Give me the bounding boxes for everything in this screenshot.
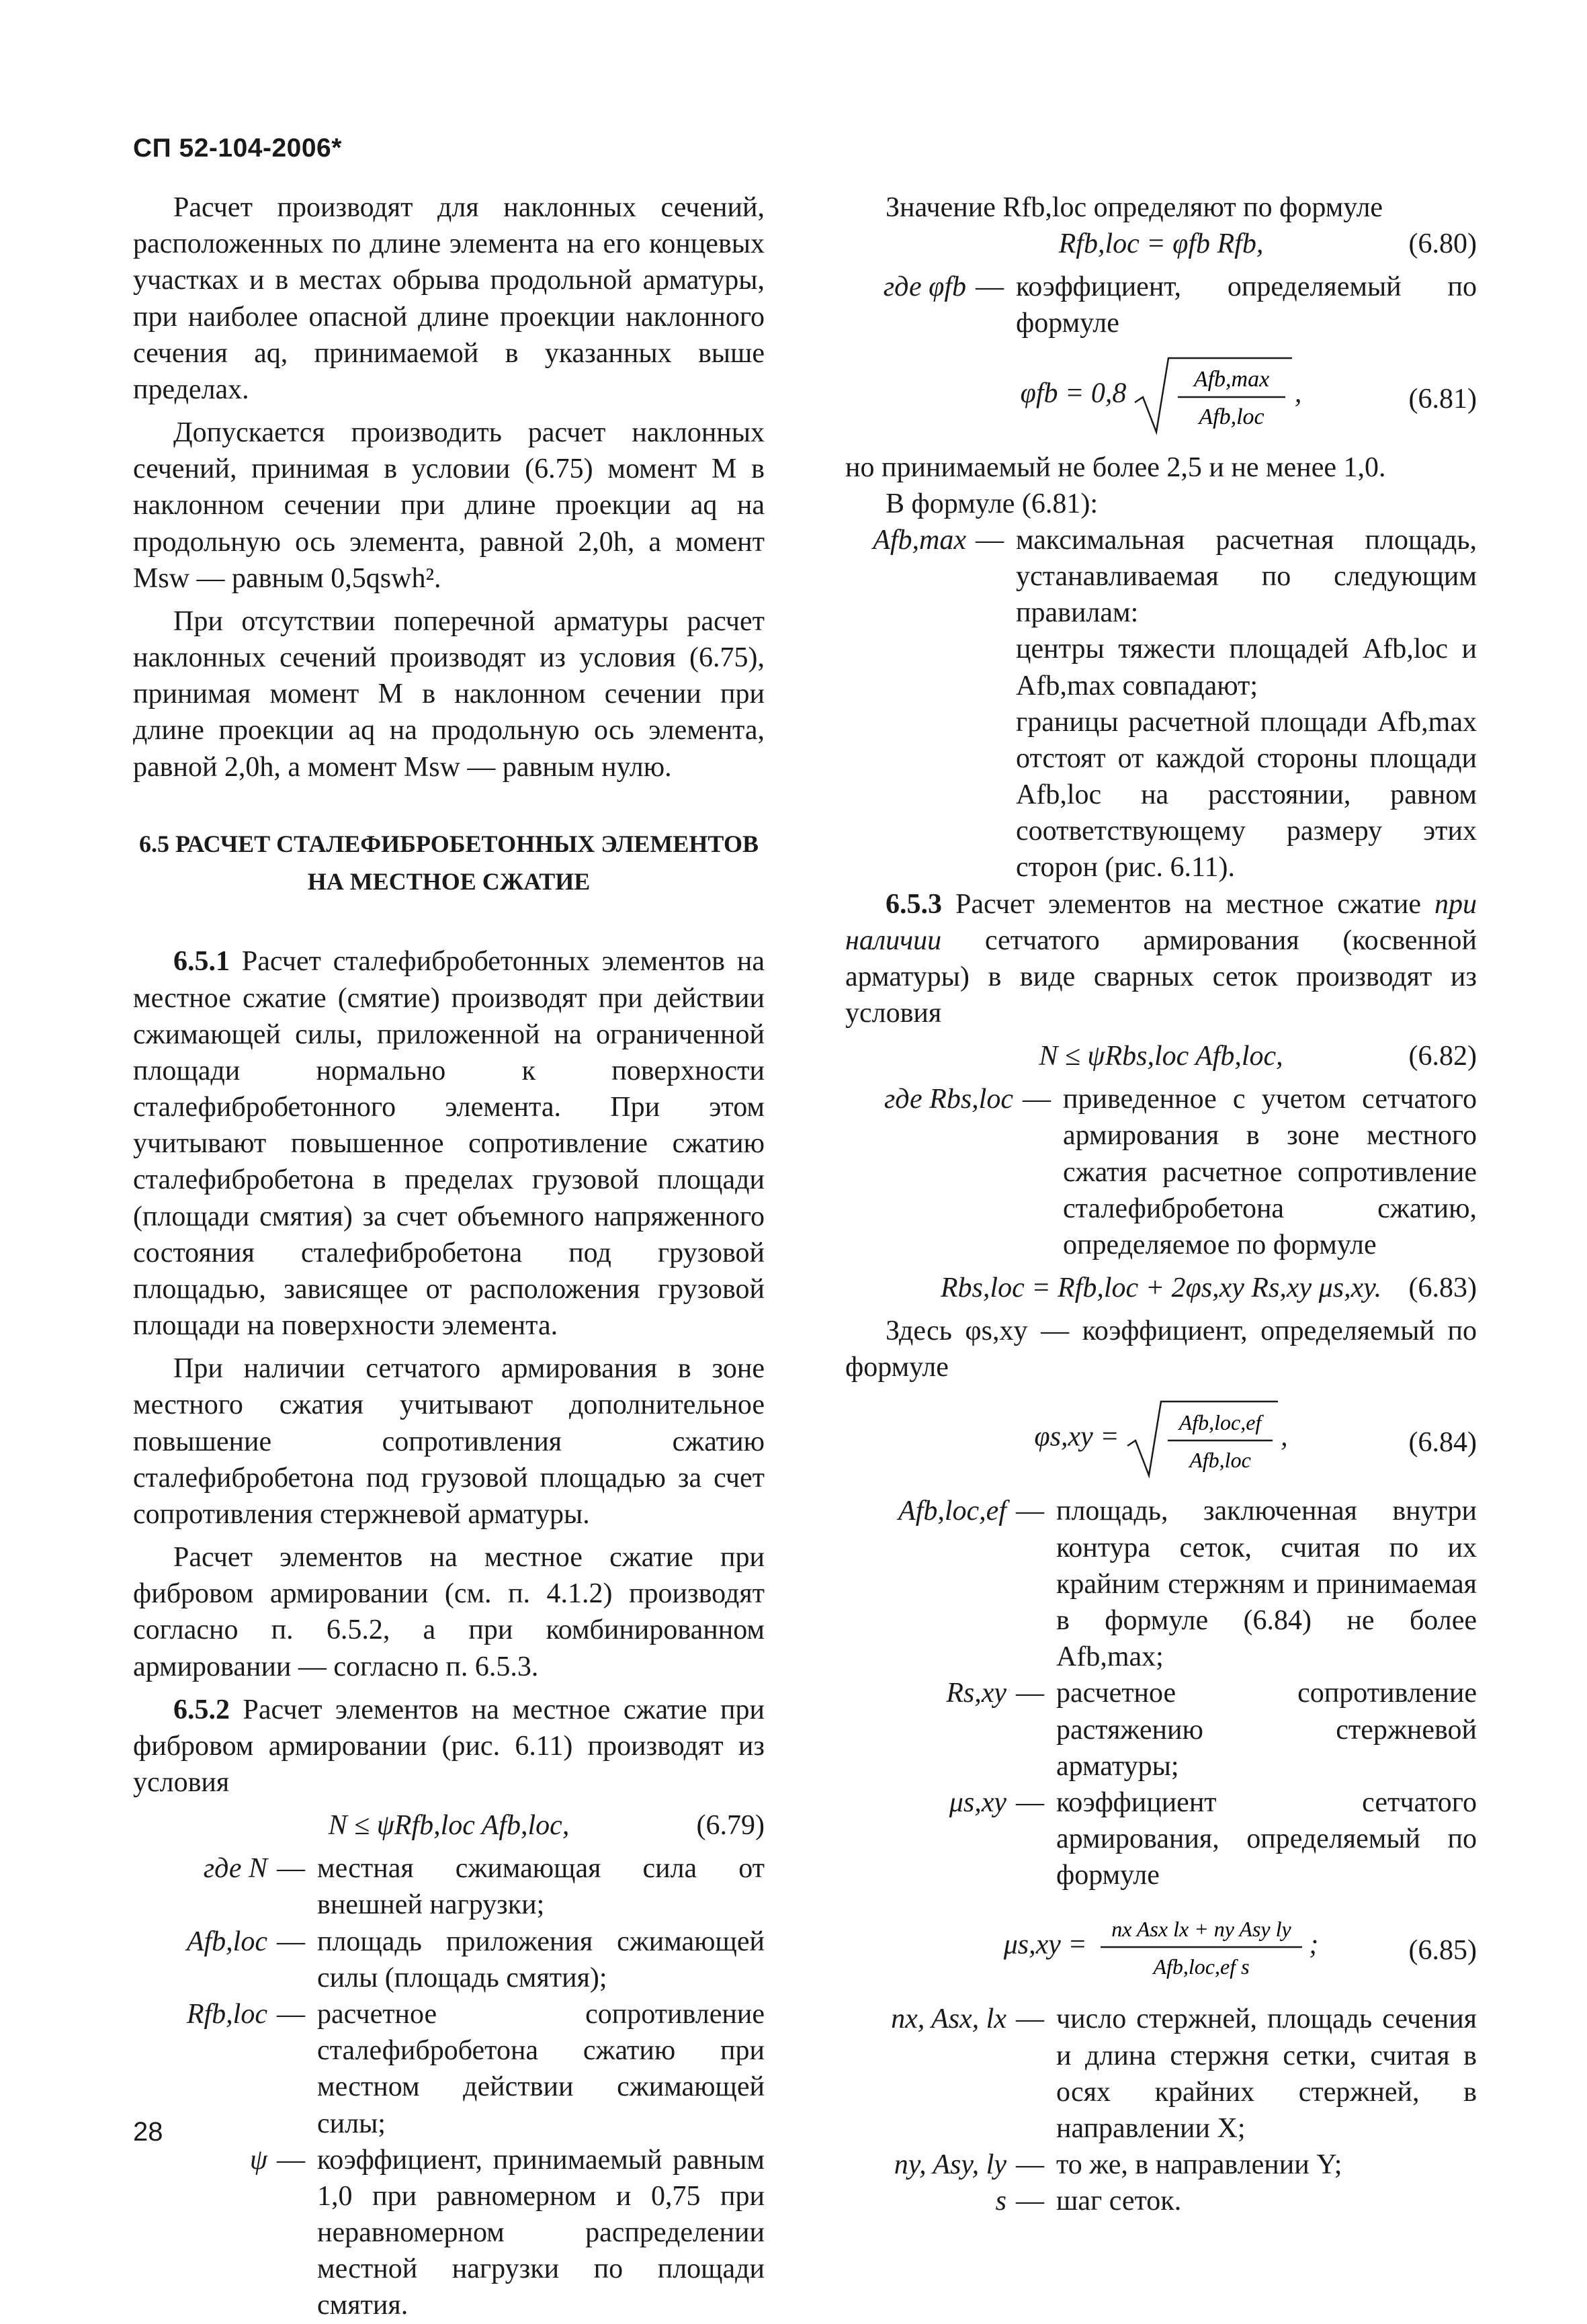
definition-item: Afb,max — максимальная расчетная площадь, устанавливаемая по следующим правилам: центры тяжести площадей Afb,loc и Afb,max совпадают; границы расчетной площади Afb,max отстоят от каждой стороны площади Afb,loc на расстоянии, равном соответствующему размеру этих сторон (рис. 6.11). [845,522,1477,886]
paragraph: Значение Rfb,loc определяют по формуле [886,192,1383,223]
paragraph: 6.5.3 Расчет элементов на местное сжатие при наличии сетчатого армирования (косвенной арматуры) в виде сварных сеток производят из условия [845,888,1477,1029]
definition-text: расчетное сопротивление растяжению стержневой арматуры; [1056,1678,1477,1782]
definition-item: Afb,loc,ef — площадь, заключенная внутри контура сеток, считая по их крайним стержням и принимаемая в формуле (6.84) не более Afb,max; [845,1493,1477,1675]
formula-body: N ≤ ψRfb,loc Afb,loc, [328,1810,570,1842]
formula-6-81 [845,342,1477,449]
fraction-denominator: Afb,loc [1189,1448,1251,1473]
definition-text: расчетное сопротивление сталефибробетона сжатию при местном действии сжимающей силы; [317,1998,765,2139]
definition-item: μs,xy — коэффициент сетчатого армирования, определяемый по формуле [845,1784,1477,1894]
formula-6-79 [133,1807,765,1850]
formula-body: Rbs,loc = Rfb,loc + 2φs,xy Rs,xy μs,xy. [940,1273,1382,1304]
definition-item: s — шаг сеток. [845,2183,1477,2219]
definition-item: где N — местная сжимающая сила от внешней нагрузки; [133,1850,765,1923]
section-number: 6.5.2 [173,1694,230,1725]
paragraph [133,943,765,1344]
definition-symbol: где φfb [883,271,966,303]
paragraph: Допускается производить расчет наклонных сечений, принимая в условии (6.75) момент M в наклонном сечении при длине проекции aq на продольную ось элемента, равной 2,0h, а момент Msw — равным 0,5qswh². [133,417,765,594]
paragraph: В формуле (6.81): [886,488,1099,519]
formula-lhs: φfb = 0,8 [1020,378,1127,409]
section-text: Расчет элементов на местное сжатие при фибровом армировании (рис. 6.11) производят из условия [133,1694,765,1799]
formula-lhs: φs,xy = [1034,1422,1119,1453]
definition-symbol: μs,xy [949,1787,1006,1818]
formula-body: Rfb,loc = φfb Rfb, [1058,228,1264,260]
paragraph: Расчет производят для наклонных сечений, расположенных по длине элемента на его концевых участках и в местах обрыва продольной арматуры, при наиболее опасной длине проекции наклонного сечения aq, принимаемой в указанных выше пределах. [133,192,765,405]
document-code-header: СП 52-104-2006* [133,134,342,163]
definition-symbol: s [995,2186,1006,2217]
right-column [845,189,1477,2219]
definition-symbol: nx, Asx, lx [891,2004,1006,2035]
definition-item: Rfb,loc — расчетное сопротивление сталефибробетона сжатию при местном действии сжимающей силы; [133,1996,765,2142]
definition-item: Afb,loc — площадь приложения сжимающей силы (площадь смятия); [133,1924,765,1996]
formula-number: (6.84) [1408,1427,1477,1459]
definition-text: коэффициент сетчатого армирования, определяемый по формуле [1056,1787,1477,1891]
definition-item: Rs,xy — расчетное сопротивление растяжению стержневой арматуры; [845,1675,1477,1784]
paragraph: При отсутствии поперечной арматуры расчет наклонных сечений производят из условия (6.75), принимая момент M в наклонном сечении при длине проекции aq на продольную ось элемента, равной 2,0h, а момент Msw — равным нулю. [133,605,765,783]
definition-text: коэффициент, принимаемый равным 1,0 при равномерном и 0,75 при неравномерном распределении местной нагрузки по площади смятия. [317,2144,765,2321]
formula-body: φs,xy = Afb,loc,ef Afb,loc , [845,1399,1477,1479]
definition-text: площадь приложения сжимающей силы (площадь смятия); [317,1926,765,1993]
section-heading: 6.5 РАСЧЕТ СТАЛЕФИБРОБЕТОННЫХ ЭЛЕМЕНТОВ НА МЕСТНОЕ СЖАТИЕ [139,830,759,895]
formula-6-84 [845,1385,1477,1493]
formula-6-85 [845,1893,1477,2001]
section-number: 6.5.3 [886,888,942,920]
formula-number: (6.80) [1408,228,1477,260]
definition-text: границы расчетной площади Afb,max отстоят от каждой стороны площади Afb,loc на расстоянии, равном соответствующему размеру этих сторон (рис. 6.11). [1016,706,1477,884]
formula-6-82 [845,1038,1477,1081]
formula-number: (6.81) [1408,383,1477,415]
section-text: Расчет сталефибробетонных элементов на местное сжатие (смятие) производят при действии сжимающей силы, приложенной на ограниченной площади нормально к поверхности сталефибробетонного элемента. При этом учитывают повышенное сопротивление сжатию сталефибробетона в пределах грузовой площади (площади смятия) за счет объемного напряженного состояния сталефибробетона под грузовой площадью, зависящее от расположения грузовой площади на поверхности элемента. [133,946,765,1342]
formula-body: φfb = 0,8 Afb,max Afb,loc , [845,355,1477,436]
formula-6-80 [845,226,1477,269]
fraction-numerator: Afb,max [1193,366,1270,392]
definition-item: nx, Asx, lx — число стержней, площадь сечения и длина стержня сетки, считая в осях крайних стержней, в направлении X; [845,2001,1477,2147]
paragraph [133,1692,765,1801]
definition-text: площадь, заключенная внутри контура сеток, считая по их крайним стержням и принимаемая в формуле (6.84) не более Afb,max; [1056,1496,1477,1673]
formula-body: μs,xy = nx Asx lx + ny Asy ly Afb,loc,ef s ; [845,1907,1477,1987]
left-column [133,189,765,2324]
definition-item: ψ — коэффициент, принимаемый равным 1,0 при равномерном и 0,75 при неравномерном распределении местной нагрузки по площади смятия. [133,2142,765,2324]
definition-text: центры тяжести площадей Afb,loc и Afb,max совпадают; [1016,634,1477,701]
fraction-numerator: nx Asx lx + ny Asy ly [1111,1917,1291,1942]
formula-lhs: μs,xy = [1003,1930,1087,1961]
definition-symbol: Afb,loc,ef [898,1496,1006,1527]
sqrt-fraction [1133,355,1295,436]
formula-number: (6.79) [696,1810,765,1842]
paragraph: но принимаемый не более 2,5 и не менее 1,0. [845,451,1386,483]
formula-number: (6.83) [1408,1273,1477,1304]
definition-symbol: ny, Asy, ly [894,2149,1006,2181]
fraction-numerator: Afb,loc,ef [1178,1410,1262,1435]
definition-text: максимальная расчетная площадь, устанавливаемая по следующим правилам: [1016,524,1477,629]
definition-text: приведенное с учетом сетчатого армирования в зоне местного сжатия расчетное сопротивление сталефибробетона сжатию, определяемое по формуле [1063,1084,1477,1260]
paragraph: Расчет элементов на местное сжатие при фибровом армировании (см. п. 4.1.2) производят согласно п. 6.5.2, а при комбинированном армировании — согласно п. 6.5.3. [133,1542,765,1682]
definition-item: где Rbs,loc — приведенное с учетом сетчатого армирования в зоне местного сжатия расчетное сопротивление сталефибробетона сжатию, определяемое по формуле [845,1081,1477,1263]
sqrt-fraction [1126,1399,1281,1479]
definition-symbol: где Rbs,loc [884,1084,1013,1115]
definition-text: число стержней, площадь сечения и длина стержня сетки, считая в осях крайних стержней, в направлении X; [1056,2004,1477,2144]
fraction-denominator: Afb,loc [1199,404,1264,429]
definition-text: то же, в направлении Y; [1056,2149,1342,2181]
definition-symbol: Afb,max [873,524,966,556]
section-number: 6.5.1 [173,946,230,978]
page-number: 28 [133,2117,163,2147]
paragraph: Здесь φs,xy — коэффициент, определяемый по формуле [845,1316,1477,1383]
definition-text: коэффициент, определяемый по формуле [1016,271,1477,339]
definition-symbol: ψ [249,2144,267,2176]
paragraph: При наличии сетчатого армирования в зоне местного сжатия учитывают дополнительное повышение сопротивления сжатию сталефибробетона под грузовой площадью за счет сопротивления стержневой арматуры. [133,1353,765,1530]
definition-item: ny, Asy, ly — то же, в направлении Y; [845,2147,1477,2183]
formula-6-83 [845,1270,1477,1313]
definition-symbol: где N [203,1853,267,1885]
formula-body: N ≤ ψRbs,loc Afb,loc, [1039,1041,1283,1072]
definition-text: местная сжимающая сила от внешней нагрузки; [317,1853,765,1921]
definition-item: где φfb — коэффициент, определяемый по формуле [845,269,1477,341]
fraction-denominator: Afb,loc,ef s [1153,1954,1250,1979]
definition-symbol: Afb,loc [186,1926,267,1957]
definition-symbol: Rs,xy [946,1678,1006,1709]
formula-number: (6.85) [1408,1935,1477,1967]
fraction [1094,1907,1309,1987]
definition-symbol: Rfb,loc [186,1998,267,2030]
definition-text: шаг сеток. [1056,2186,1182,2217]
formula-number: (6.82) [1408,1041,1477,1072]
